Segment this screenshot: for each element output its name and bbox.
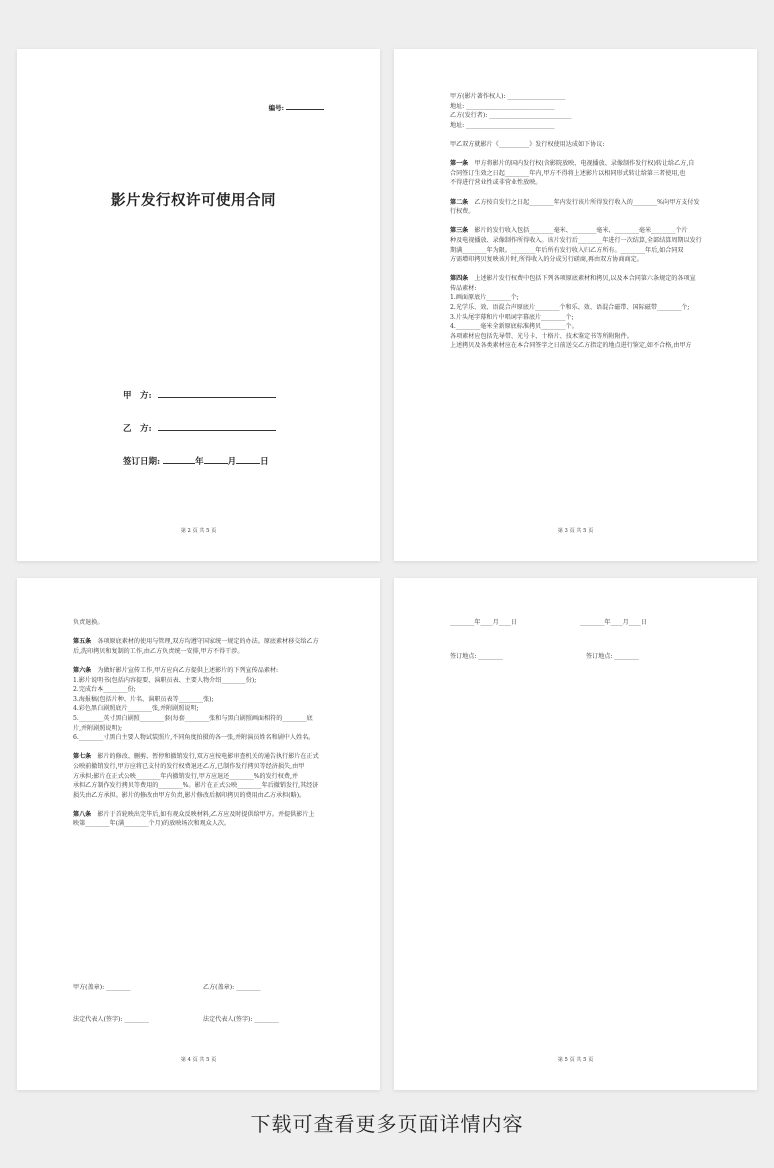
party-a-row [123, 389, 276, 401]
year-blank [163, 455, 195, 464]
text-line: 方需增印拷贝复映该片时,所得收入的分成另行磋商,再由双方协商商定。 [450, 256, 643, 264]
text-line: 各项素材应包括先导带、光号卡、十格片、技术鉴定书等所附附件。 [450, 332, 633, 340]
text-line: 甲方(影片著作权人): ___________________ [450, 93, 566, 100]
page-footer: 第 2 页 共 5 页 [180, 528, 217, 534]
place-b: 签订地点: ________ [586, 653, 639, 660]
text-line: 损失由乙方承担。影片的修改由甲方负责,影片修改后据印拷贝的费用由乙方承担(略)。 [73, 791, 306, 799]
text-line: 第八条 影片于首轮映出完毕后,如有观众反映材料,乙方应及时提供给甲方。并提供影片上 [73, 810, 315, 818]
day-label: 日 [260, 457, 269, 467]
party-b-row [123, 422, 276, 434]
serial-number-field [269, 103, 324, 112]
text-line: 5.________英寸黑白剧照________套(每套________张和与黑白剧照画面相符的________底 [73, 714, 313, 722]
text-line [73, 800, 319, 810]
sign-date-row [123, 455, 269, 467]
text-line: 2.光学乐、效、语混合声原底片________个和乐、效、语混合磁带、国际磁带________个; [450, 304, 690, 312]
text-line: 第五条 各项原底素材的使用与管理,双方均遵守国家统一规定的办法。原底素材移交给乙方 [73, 638, 319, 646]
text-line: 6.________寸黑白主要人物试装照片,不同角度拍摄的各一张,并附演员姓名和剧中人姓名。 [73, 734, 315, 742]
text-line: 负责退换。 [73, 619, 104, 626]
text-line: 上述拷贝及各类素材应在本合同签字之日前送交乙方指定的地点进行鉴定,如不合格,由甲方 [450, 342, 692, 350]
text-line: 地址: _____________________________ [450, 121, 555, 129]
text-line: 合同签订生效之日起________年内,甲方不得将上述影片以相同形式转让给第三者使用,也 [450, 169, 686, 177]
page-2-body [450, 92, 702, 351]
text-line [73, 656, 319, 666]
text-line: 3.片头尾字幕和片中唱词字幕底片________个; [450, 313, 574, 321]
text-line: 后,洗印拷贝和复制的工作,由乙方负责统一安排,甲方不得干涉。 [73, 647, 244, 655]
document-page-cover [17, 49, 380, 561]
text-line: 第四条 上述影片发行权费中包括下列各项原底素材和拷贝,以及本合同第六条规定的各项宣 [450, 275, 696, 283]
text-line: 不得进行营业性或非营业性放映。 [450, 179, 542, 187]
text-line [73, 743, 319, 753]
page-footer: 第 5 页 共 5 页 [557, 1057, 594, 1063]
text-line: 2.完成台本________份; [73, 686, 136, 694]
sign-date-label: 签订日期: [123, 457, 161, 467]
text-line: 乙方(发行者): ___________________________ [450, 112, 572, 120]
text-line: 第三条 影片的发行收入包括________毫米、________毫米、________毫米________个片 [450, 227, 688, 235]
rep-b-block [203, 1015, 279, 1025]
text-line [450, 130, 702, 140]
rep-b-sign: 法定代表人(签字): ________ [203, 1016, 279, 1023]
text-line [450, 217, 702, 227]
text-line: 片,并附剧照说明); [73, 724, 123, 732]
text-line: 承担乙方制作发行拷贝等费用的________%。影片在正式公映________年后撤销发行,其经济 [73, 782, 319, 790]
party-a-blank [158, 389, 276, 398]
text-line: 甲乙双方就影片《__________》发行权使用达成如下协议: [450, 140, 605, 148]
text-line: 3.海报稿(包括片种、片名、演职员表等________张); [73, 695, 214, 703]
text-line: 1.影片说明书(包括内容提要、演职员表、主要人物介绍________份); [73, 676, 257, 684]
text-line: 期满________年为限。________年后所有发行收入归乙方所有。________年后,如合同双 [450, 246, 684, 254]
party-a-label: 甲 方: [123, 391, 152, 401]
text-line: 种及电视播放、录像制作所得收入。该片发行后________年进行一次结算,全部结算周期以发行 [450, 236, 702, 244]
rep-a-sign: 法定代表人(签字): ________ [73, 1016, 149, 1023]
date-b: ________年____月____日 [580, 619, 648, 626]
text-line: 第二条 乙方按自发行之日起________年内发行该片所得发行收入的________%向甲方支付发 [450, 198, 700, 206]
party-a-seal: 甲方(盖章): ________ [73, 984, 131, 991]
party-b-seal: 乙方(盖章): ________ [203, 984, 261, 991]
text-line: 第七条 影片的修改、删剪、暂停和撤销发行,双方应按电影审查机关的通告执行影片在正式 [73, 753, 319, 761]
month-label: 月 [227, 457, 237, 467]
text-line: 地址: _____________________________ [450, 102, 555, 110]
rep-a-block [73, 1015, 149, 1025]
download-caption: 下载可查看更多页面详情内容 [250, 1112, 524, 1136]
serial-blank [286, 103, 324, 110]
signature-block-b [203, 983, 261, 993]
year-label: 年 [195, 457, 204, 467]
text-line: 4.彩色黑白剧照底片________张,并附剧照说明; [73, 705, 199, 713]
month-blank [204, 455, 228, 464]
party-b-label: 乙 方: [123, 424, 152, 434]
text-line [73, 628, 319, 638]
page-3-body [73, 618, 319, 829]
page-footer: 第 3 页 共 5 页 [557, 528, 594, 534]
text-line: 第一条 甲方将影片的国内发行权(含影院放映、电视播放、录像制作发行权)转让给乙方,自 [450, 160, 695, 168]
text-line: 第六条 为做好影片宣传工作,甲方应向乙方提供上述影片的下列宣传品素材: [73, 666, 279, 674]
text-line: 行权费。 [450, 208, 475, 216]
signature-block [73, 983, 131, 993]
document-page-2 [394, 49, 757, 561]
serial-label: 编号: [268, 104, 284, 112]
text-line: 方承担;影片在正式公映________年内撤销发行,甲方应退还________%的发行权费,并 [73, 772, 298, 780]
date-a: ________年____月____日 [450, 619, 518, 626]
text-line: 公映前撤销发行,甲方应将已支付的发行权费退还乙方,已制作发行拷贝等经济损失,由甲 [73, 762, 305, 770]
text-line [450, 188, 702, 198]
place-a: 签订地点: ________ [450, 653, 503, 660]
party-b-blank [158, 422, 276, 431]
document-page-3 [17, 578, 380, 1090]
text-line: 1.画面原底片________个; [450, 294, 519, 302]
text-line: 传品素材: [450, 284, 477, 292]
text-line [450, 265, 702, 275]
document-page-4 [394, 578, 757, 1090]
text-line [450, 150, 702, 160]
contract-title: 影片发行权许可使用合同 [111, 192, 276, 209]
day-blank [236, 455, 260, 464]
page-footer: 第 4 页 共 5 页 [180, 1057, 217, 1063]
text-line: 4.________毫米全新原底标准拷贝________个。 [450, 323, 578, 331]
text-line: 映第________年(满________个月)的放映场次和观众人次。 [73, 820, 231, 828]
